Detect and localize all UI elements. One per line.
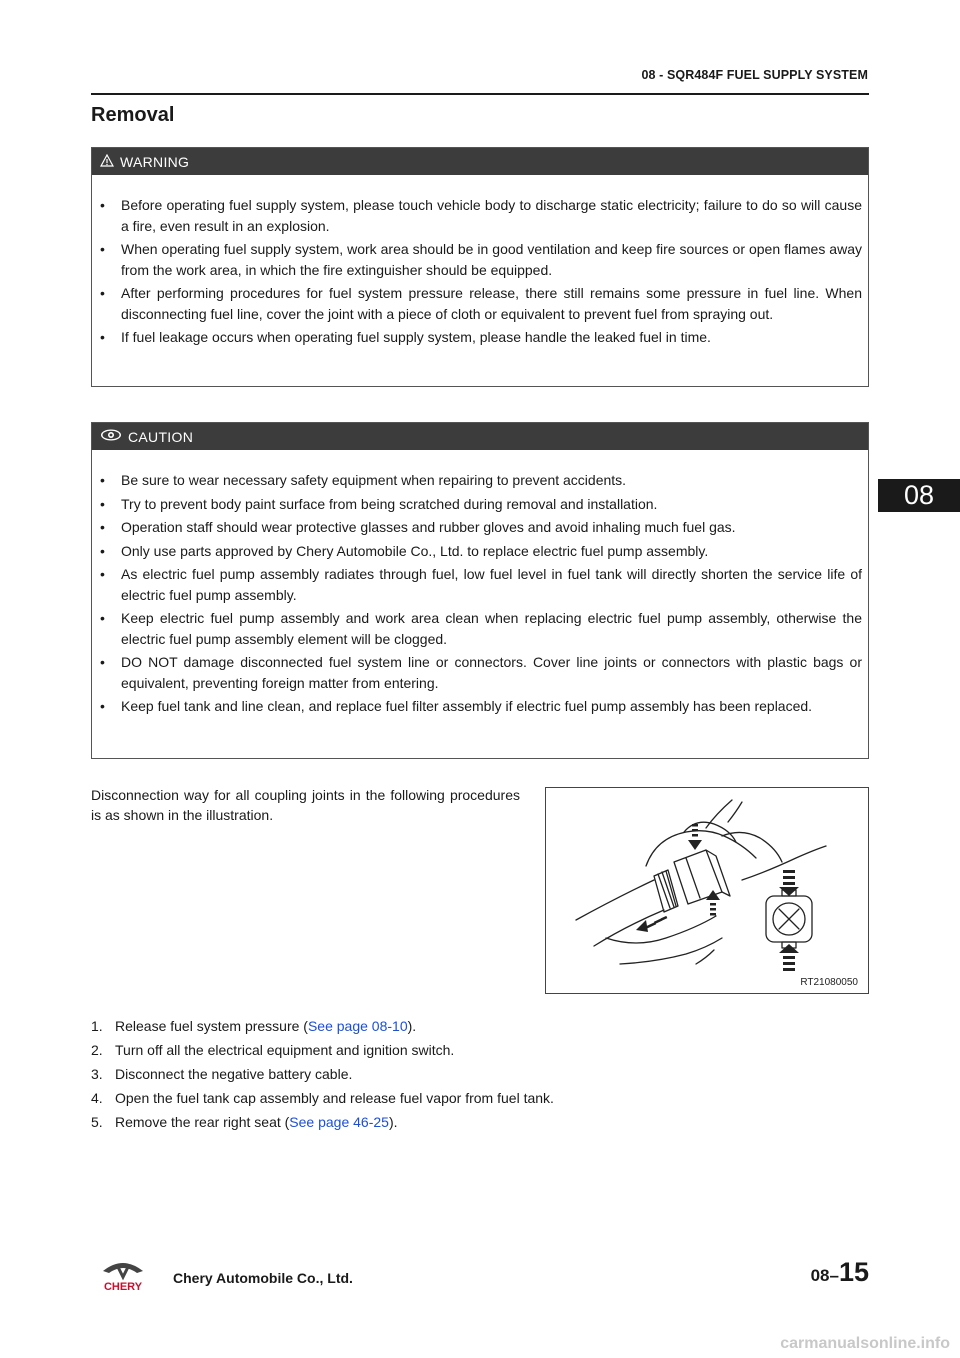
bullet-icon: • [100,495,105,512]
page-num: 15 [838,1257,869,1287]
step-number: 4. [91,1090,103,1106]
step-number: 5. [91,1114,103,1130]
bullet-icon: • [100,542,105,559]
page-title: Removal [91,104,175,126]
page-number [811,1257,869,1288]
warning-item: • After performing procedures for fuel system pressure release, there still remains some pressure in fuel line. When disconnecting fuel line, cover the joint with a piece of cloth or equivalent to prevent fuel from spraying out. [100,285,862,322]
caution-item: • As electric fuel pump assembly radiates through fuel, low fuel level in fuel tank will directly shorten the service life of electric fuel pump assembly. [100,566,862,603]
step-number: 2. [91,1042,103,1058]
caution-header [92,423,868,450]
step-item [91,1016,871,1036]
caution-label: CAUTION [128,428,194,445]
chery-logo [89,1257,157,1298]
caution-item: • Try to prevent body paint surface from being scratched during removal and installation. [100,494,862,515]
caution-item: • Be sure to wear necessary safety equipment when repairing to prevent accidents. [100,470,862,491]
warning-header [92,148,868,175]
bullet-icon: • [100,566,105,582]
see-page-link[interactable]: See page 46-25 [289,1114,389,1130]
warning-triangle-icon [100,154,114,170]
warning-label: WARNING [120,153,190,170]
caution-item: • Keep electric fuel pump assembly and work area clean when replacing electric fuel pump assembly, otherwise the electric fuel pump assembly element will be clogged. [100,610,862,647]
step-text: Release fuel system pressure ( [115,1018,308,1034]
warning-box [91,147,869,387]
figure-code: RT21080050 [800,977,858,988]
removal-steps [91,1016,871,1136]
warning-item: • Before operating fuel supply system, please touch vehicle body to discharge static electricity; failure to do so will cause a fire, even result in an explosion. [100,197,862,234]
caution-list [92,450,868,730]
section-side-tab[interactable]: 08 [878,479,960,512]
coupling-illustration [545,787,869,994]
eye-icon [100,428,122,445]
bullet-icon: • [100,241,105,257]
warning-item: • When operating fuel supply system, work area should be in good ventilation and keep fire sources or open flames away from the work area, in which the fire extinguisher should be equipped. [100,241,862,278]
bullet-icon: • [100,197,105,213]
caution-item: • Keep fuel tank and line clean, and replace fuel filter assembly if electric fuel pump assembly has been replaced. [100,696,862,717]
step-text: Remove the rear right seat ( [115,1114,290,1130]
step-text-after: ). [407,1018,417,1034]
company-name: Chery Automobile Co., Ltd. [173,1270,353,1286]
page-prefix: 08– [810,1266,839,1285]
section-header: 08 - SQR484F FUEL SUPPLY SYSTEM [641,68,868,82]
warning-item: • If fuel leakage occurs when operating fuel supply system, please handle the leaked fuel in time. [100,327,862,348]
bullet-icon: • [100,329,105,345]
bullet-icon: • [100,654,105,670]
bullet-icon: • [100,519,105,535]
step-text-after: ). [388,1114,398,1130]
watermark: carmanualsonline.info [780,1335,950,1352]
bullet-icon: • [100,285,105,301]
see-page-link[interactable]: See page 08-10 [307,1018,408,1034]
bullet-icon: • [100,610,105,626]
step-text: Open the fuel tank cap assembly and release fuel vapor from fuel tank. [115,1090,554,1106]
logo-wordmark: CHERY [103,1281,143,1293]
bullet-icon: • [100,472,105,488]
caution-item: • DO NOT damage disconnected fuel system line or connectors. Cover line joints or connectors with plastic bags or equivalent, preventing foreign matter from entering. [100,654,862,691]
caution-item: • Only use parts approved by Chery Automobile Co., Ltd. to replace electric fuel pump assembly. [100,541,862,562]
step-number: 1. [91,1018,103,1034]
step-text: Disconnect the negative battery cable. [115,1066,353,1082]
warning-list [92,175,868,361]
step-item [91,1088,871,1108]
header-rule [91,93,869,95]
caution-box [91,422,869,759]
step-text: Turn off all the electrical equipment and ignition switch. [115,1042,455,1058]
step-number: 3. [91,1066,103,1082]
step-item [91,1064,871,1084]
bullet-icon: • [100,698,105,714]
step-item [91,1040,871,1060]
intro-paragraph: Disconnection way for all coupling joints in the following procedures is as shown in the illustration. [91,787,520,823]
step-item [91,1112,871,1132]
caution-item: • Operation staff should wear protective glasses and rubber gloves and avoid inhaling much fuel gas. [100,517,862,538]
coupling-drawing [546,788,868,993]
